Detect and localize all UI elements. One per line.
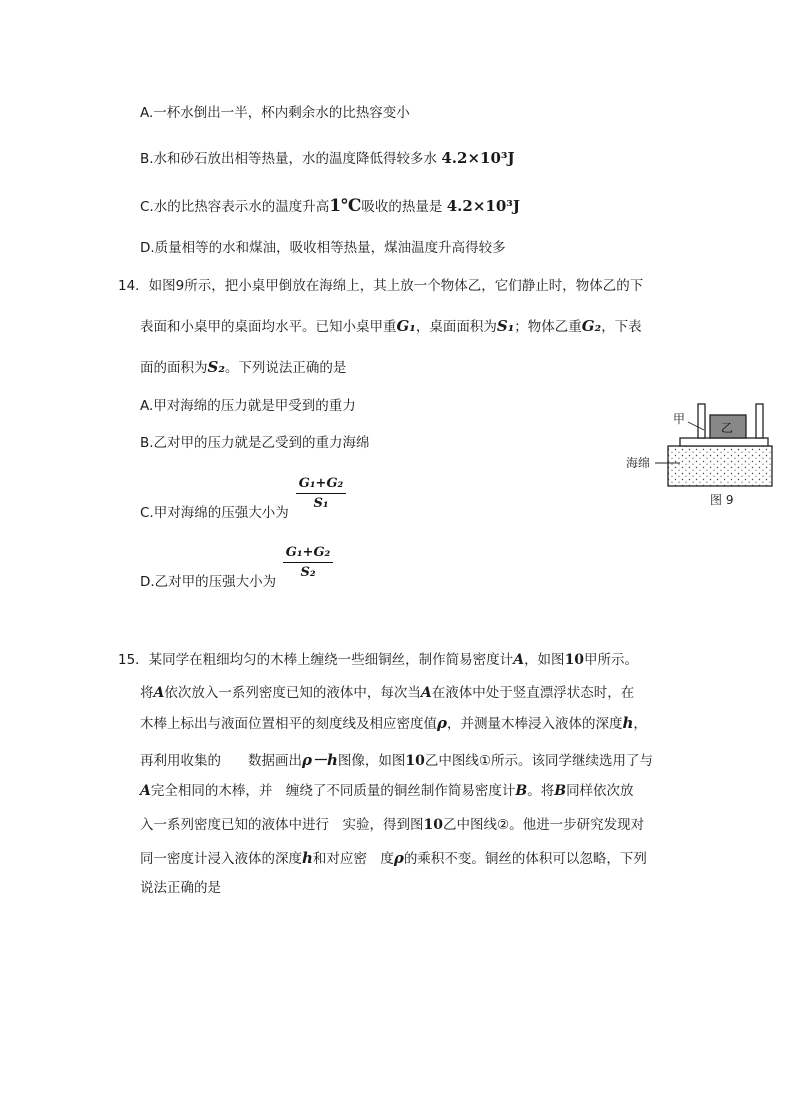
q15-l6-text-a: 入一系列密度已知的液体中进行 实验，得到图	[140, 817, 424, 833]
symbol-a: A	[420, 685, 432, 701]
fraction-bar	[283, 562, 333, 563]
figure-9	[618, 400, 778, 514]
q14-line2-text-c: ；物体乙重	[514, 319, 582, 335]
q14-line2-text-d: ，下表	[601, 319, 642, 335]
g1-symbol: G₁	[396, 317, 416, 335]
figure-number-10: 10	[423, 817, 443, 833]
symbol-rho: ρ	[393, 849, 404, 867]
q15-l2-text-a: 将	[140, 685, 154, 701]
q13-option-c-temp: 1℃	[329, 196, 362, 216]
q14-option-b: B.乙对甲的压力就是乙受到的重力海绵	[140, 435, 370, 451]
rho-h-label: ρ－h	[302, 751, 338, 769]
q15-l1-text-a: 15．某同学在粗细均匀的木棒上缠绕一些细铜丝，制作简易密度计	[118, 652, 514, 668]
q15-line6	[140, 815, 644, 835]
q13-option-d: D.质量相等的水和煤油，吸收相等热量，煤油温度升高得较多	[140, 240, 506, 256]
q14-option-a: A.甲对海绵的压力就是甲受到的重力	[140, 398, 356, 414]
q15-l5-text-a: 完全相同的木棒，并 缠绕了不同质量的铜丝制作简易密度计	[150, 783, 516, 799]
q14-line3-text-b: 。下列说法正确的是	[224, 360, 347, 376]
fraction-denominator: S₂	[300, 565, 316, 580]
q15-l2-text-c: 在液体中处于竖直漂浮状态时，在	[431, 685, 635, 701]
q15-l6-text-b: 乙中图线②。他进一步研究发现对	[442, 817, 645, 833]
q14-stem-line3	[140, 357, 346, 378]
q15-l4-text-a: 再利用收集的 数据画出	[140, 753, 302, 769]
q14-option-d: D.乙对甲的压强大小为	[140, 574, 277, 590]
q15-l2-text-b: 依次放入一系列密度已知的液体中，每次当	[164, 685, 421, 701]
fraction-numerator: G₁+G₂	[298, 476, 344, 491]
symbol-a: A	[140, 783, 151, 799]
fraction-denominator: S₁	[313, 496, 329, 511]
label-sponge: 海绵	[626, 456, 651, 470]
q13-option-a: A.一杯水倒出一半，杯内剩余水的比热容变小	[140, 105, 410, 121]
s2-symbol: S₂	[207, 358, 225, 376]
sponge-block	[668, 446, 772, 486]
label-yi: 乙	[721, 421, 734, 435]
q14-option-d-fraction	[283, 545, 333, 580]
q15-l5-text-c: 同样依次放	[566, 783, 634, 799]
q15-l7-text-c: 的乘积不变。铜丝的体积可以忽略，下列	[403, 851, 647, 867]
symbol-b: B	[515, 783, 528, 799]
q15-l7-text-b: 和对应密 度	[312, 851, 394, 867]
q15-l7-text-a: 同一密度计浸入液体的深度	[140, 851, 302, 867]
q13-option-b-text: B.水和砂石放出相等热量，水的温度降低得较多水	[140, 151, 438, 167]
q15-line2	[140, 683, 634, 703]
q15-l3-text-a: 木棒上标出与液面位置相平的刻度线及相应密度值	[140, 716, 437, 732]
q15-line7	[140, 848, 647, 869]
q15-l5-text-b: 。将	[527, 783, 555, 799]
label-jia: 甲	[673, 412, 686, 426]
q15-l3-text-b: ，并测量木棒浸入液体的深度	[446, 716, 623, 732]
q15-line4	[140, 750, 653, 771]
figure-9-diagram	[618, 400, 778, 510]
fraction-bar	[296, 493, 346, 494]
table-leg-left	[698, 404, 705, 438]
symbol-rho: ρ	[437, 714, 447, 732]
q15-line1	[118, 650, 638, 670]
q15-l4-text-b: 图像，如图	[337, 753, 406, 769]
q14-option-c: C.甲对海绵的压强大小为	[140, 505, 289, 521]
figure-number-10: 10	[405, 753, 425, 769]
q15-line5	[140, 781, 634, 801]
q15-l1-text-c: 甲所示。	[584, 652, 639, 668]
symbol-h: h	[302, 849, 313, 867]
q14-line2-text-a: 表面和小桌甲的桌面均水平。已知小桌甲重	[140, 319, 397, 335]
q15-line8: 说法正确的是	[140, 880, 221, 896]
table-leg-right	[756, 404, 763, 438]
g2-symbol: G₂	[581, 317, 602, 335]
s1-symbol: S₁	[496, 317, 515, 335]
symbol-a: A	[153, 685, 165, 701]
table-top	[680, 438, 768, 446]
q15-l1-text-b: ，如图	[524, 652, 565, 668]
figure-number-10: 10	[564, 652, 585, 668]
q13-option-c	[140, 196, 520, 217]
q13-option-b	[140, 148, 515, 169]
q15-l3-text-c: ，	[633, 716, 647, 732]
figure-9-caption: 图 9	[710, 493, 734, 507]
q13-option-c-text2: 吸收的热量是	[361, 199, 443, 215]
symbol-b: B	[554, 783, 567, 799]
symbol-a: A	[513, 652, 525, 668]
q14-stem-line1: 14．如图9所示，把小桌甲倒放在海绵上，其上放一个物体乙，它们静止时，物体乙的下	[118, 278, 644, 294]
fraction-numerator: G₁+G₂	[285, 545, 331, 560]
q13-option-b-formula: 4.2×10³J	[441, 149, 515, 167]
q15-line3	[140, 713, 647, 734]
q15-l4-text-c: 乙中图线①所示。该同学继续选用了与	[424, 753, 653, 769]
q13-option-c-text1: C.水的比热容表示水的温度升高	[140, 199, 330, 215]
q14-line3-text-a: 面的面积为	[140, 360, 208, 376]
q14-line2-text-b: ，桌面面积为	[415, 319, 497, 335]
symbol-h: h	[622, 714, 634, 732]
q14-option-c-fraction	[296, 476, 346, 511]
q13-option-c-formula: 4.2×10³J	[446, 197, 520, 215]
q14-stem-line2	[140, 316, 642, 337]
